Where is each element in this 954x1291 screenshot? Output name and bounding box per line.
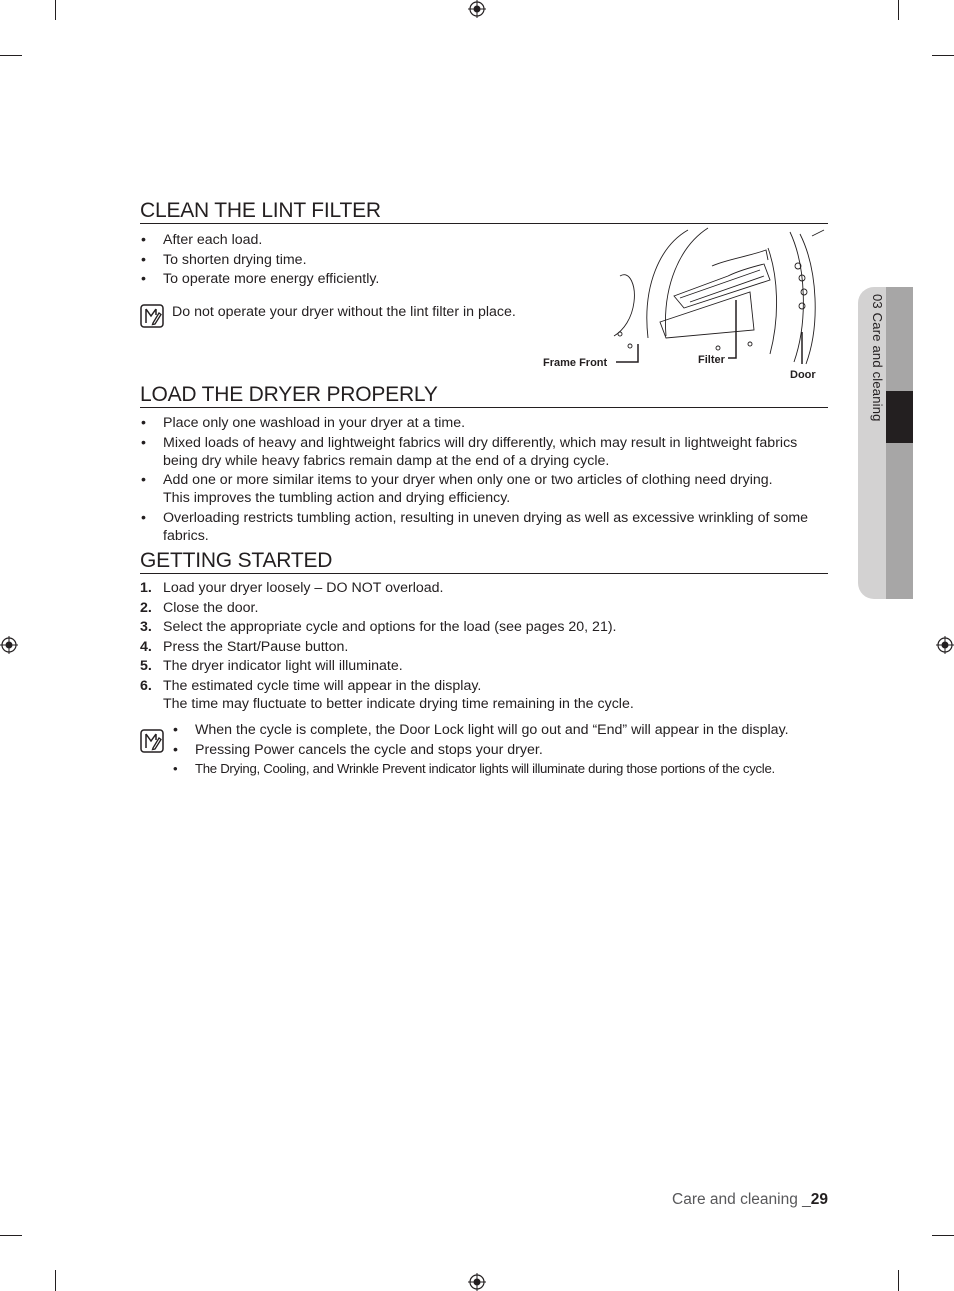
registration-mark-icon xyxy=(468,0,486,18)
crop-mark xyxy=(898,0,899,20)
step-number: 2. xyxy=(140,599,152,616)
step-text-extra: The time may fluctuate to better indicate drying time remaining in the cycle. xyxy=(163,695,634,712)
list-item: • When the cycle is complete, the Door Lock light will go out and “End” will appear in the display. xyxy=(172,721,832,739)
chapter-side-tab xyxy=(858,287,913,599)
list-item: • Pressing Power cancels the cycle and stops your dryer. xyxy=(172,741,832,759)
list-item xyxy=(140,471,828,507)
step-item xyxy=(140,657,828,675)
step-number: 5. xyxy=(140,658,152,675)
step-text: Select the appropriate cycle and options for the load (see pages 20, 21). xyxy=(163,619,617,636)
page-footer xyxy=(672,1191,828,1209)
registration-mark-icon xyxy=(936,636,954,654)
list-item-text: This improves the tumbling action and drying efficiency. xyxy=(163,490,511,507)
registration-mark-icon xyxy=(468,1273,486,1291)
step-text: The dryer indicator light will illuminate. xyxy=(163,658,403,675)
section-title-clean-lint-filter: CLEAN THE LINT FILTER xyxy=(140,200,828,224)
step-text: The estimated cycle time will appear in the display. xyxy=(163,677,482,694)
side-tab-marker xyxy=(886,391,913,443)
step-number: 1. xyxy=(140,580,152,596)
list-item: • Mixed loads of heavy and lightweight fabrics will dry differently, which may result in lightweight fabrics being dry while heavy fabrics remain damp at the end of a drying cycle. xyxy=(140,434,828,470)
list-item: • The Drying, Cooling, and Wrinkle Prevent indicator lights will illuminate during those portions of the cycle. xyxy=(172,760,832,778)
page-number: 29 xyxy=(810,1191,828,1208)
step-text: Close the door. xyxy=(163,599,259,616)
lint-bullet-list xyxy=(140,231,580,290)
step-item xyxy=(140,618,828,636)
note-icon xyxy=(140,304,164,328)
note-icon xyxy=(140,729,164,753)
step-number: 6. xyxy=(140,677,152,694)
load-bullet-list xyxy=(140,414,828,546)
start-note-list xyxy=(172,721,832,780)
step-item xyxy=(140,638,828,656)
crop-mark xyxy=(898,1270,899,1291)
section-title-getting-started: GETTING STARTED xyxy=(140,550,828,574)
crop-mark xyxy=(0,1235,22,1236)
registration-mark-icon xyxy=(0,636,18,654)
list-item: • Place only one washload in your dryer at a time. xyxy=(140,414,828,432)
list-item: • To operate more energy efficiently. xyxy=(140,270,580,288)
list-item: • Overloading restricts tumbling action, resulting in uneven drying as well as excessive wrinkling of some fabrics. xyxy=(140,509,828,545)
figure-label-door: Door xyxy=(790,369,816,381)
crop-mark xyxy=(55,1270,56,1291)
lint-note-text: Do not operate your dryer without the lint filter in place. xyxy=(172,304,516,320)
side-tab-strip xyxy=(886,287,913,599)
section-title-load-dryer: LOAD THE DRYER PROPERLY xyxy=(140,384,828,408)
crop-mark xyxy=(55,0,56,20)
crop-mark xyxy=(932,55,954,56)
step-item xyxy=(140,599,828,617)
crop-mark xyxy=(0,55,22,56)
start-step-list xyxy=(140,579,828,715)
figure-label-filter: Filter xyxy=(698,354,725,366)
step-item xyxy=(140,677,828,713)
list-item-text: Add one or more similar items to your dryer when only one or two articles of clothing need drying. xyxy=(163,472,773,489)
step-number: 4. xyxy=(140,638,152,655)
chapter-label: 03 Care and cleaning xyxy=(870,294,885,422)
list-item: • To shorten drying time. xyxy=(140,251,580,269)
step-text: Load your dryer loosely – DO NOT overload. xyxy=(163,580,444,596)
step-number: 3. xyxy=(140,619,152,636)
step-text: Press the Start/Pause button. xyxy=(163,638,349,655)
step-item xyxy=(140,579,828,597)
crop-mark xyxy=(932,1235,954,1236)
lint-filter-illustration xyxy=(600,226,828,368)
figure-label-frame-front: Frame Front xyxy=(543,357,608,369)
list-item: • After each load. xyxy=(140,231,580,249)
footer-label: Care and cleaning _ xyxy=(672,1191,811,1208)
